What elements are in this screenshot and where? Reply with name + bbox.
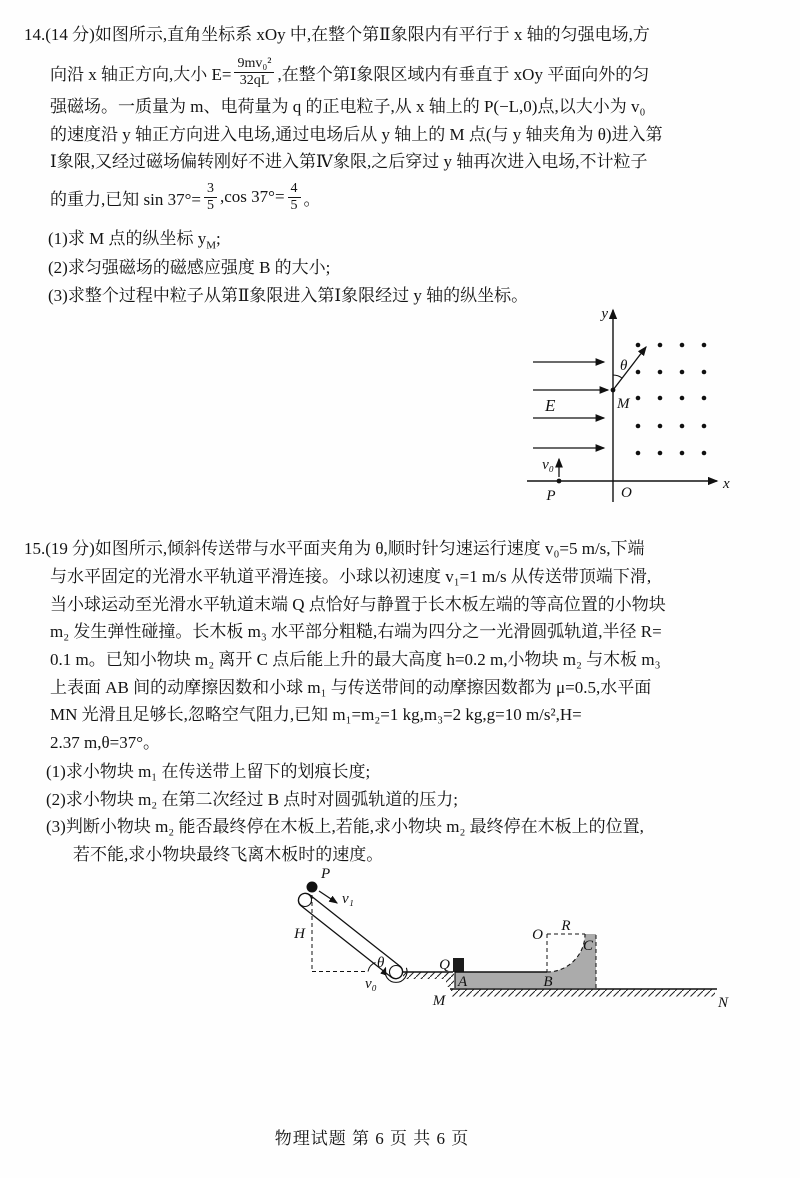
radius-R-label: R [561, 918, 571, 934]
p15-question-3: (3)判断小物块 m₂ 能否最终停在木板上,若能,求小物块 m₂ 最终停在木板上的位置, [46, 817, 644, 836]
point-N-label: N [718, 995, 729, 1011]
point-Q-label: Q [439, 957, 450, 973]
p14-question-3: (3)求整个过程中粒子从第Ⅱ象限进入第Ⅰ象限经过 y 轴的纵坐标。 [48, 286, 529, 305]
p15-line-7: MN 光滑且足够长,忽略空气阻力,已知 m₁=m₂=1 kg,m₃=2 kg,g=10 m/s²,H= [50, 705, 582, 724]
p14-question-2: (2)求匀强磁场的磁感应强度 B 的大小; [48, 258, 331, 277]
ball-P-label: P [321, 866, 331, 882]
figure-14-diagram [520, 300, 750, 512]
theta-label: θ [620, 358, 628, 374]
e-field-label: E [545, 396, 556, 415]
origin-label: O [621, 485, 632, 501]
p15-question-1: (1)求小物块 m₁ 在传送带上留下的划痕长度; [46, 762, 371, 781]
p15-line-8: 2.37 m,θ=37°。 [50, 733, 161, 752]
b-field-dots [636, 343, 707, 456]
p14-line-2 [50, 52, 649, 92]
p15-line-5: 0.1 m。已知小物块 m₂ 离开 C 点后能上升的最大高度 h=0.2 m,小物块 m₂ 与木板 m₃ [50, 650, 661, 669]
velocity-at-M-arrow [613, 347, 646, 390]
p15-line-1: 15.(19 分)如图所示,倾斜传送带与水平面夹角为 θ,顺时针匀速运行速度 v₀=5 m/s,下端 [24, 539, 645, 558]
y-axis-label: y [601, 306, 608, 322]
p15-line-4: m₂ 发生弹性碰撞。长木板 m₃ 水平部分粗糙,右端为四分之一光滑圆弧轨道,半径 R= [50, 622, 662, 641]
ball-m1 [307, 882, 318, 893]
p14-question-1: (1)求 M 点的纵坐标 $y_M$; [48, 229, 221, 252]
p15-line-2: 与水平固定的光滑水平轨道平滑连接。小球以初速度 v₁=1 m/s 从传送带顶端下滑, [50, 567, 652, 586]
block-m2 [453, 958, 464, 972]
height-H-label: H [294, 926, 305, 942]
p14-line-3: 强磁场。一质量为 m、电荷量为 q 的正电粒子,从 x 轴上的 P(−L,0)点,以大小为 v₀ [50, 97, 646, 116]
point-M-label: M [432, 993, 446, 1009]
point-P-dot [557, 479, 562, 484]
point-C-label: C [583, 938, 594, 954]
p14-line-1: 14.(14 分)如图所示,直角坐标系 xOy 中,在整个第Ⅱ象限内有平行于 x 轴的匀强电场,方 [24, 25, 650, 44]
x-axis-label: x [723, 476, 730, 492]
arc-center-O-label: O [532, 927, 543, 943]
page-footer: 物理试题 第 6 页 共 6 页 [274, 1129, 470, 1148]
ground-hatching [451, 990, 715, 997]
p14-line-4: 的速度沿 y 轴正方向进入电场,通过电场后从 y 轴上的 M 点(与 y 轴夹角为 θ)进入第 [50, 125, 663, 144]
board-m3 [455, 934, 596, 988]
point-B-label: B [543, 974, 553, 990]
p14-line-6-mid: ,cos 37°= [219, 187, 285, 206]
theta-angle-arc [613, 375, 622, 378]
point-M-label: M [617, 396, 630, 412]
v1-label: v₁ [342, 891, 354, 907]
v0-label: v₀ [365, 976, 377, 992]
p14-line-5: Ⅰ象限,又经过磁场偏转刚好不进入第Ⅳ象限,之后穿过 y 轴再次进入电场,不计粒子 [50, 152, 648, 171]
track-step-hatching [446, 973, 454, 987]
v0-label: v₀ [542, 457, 554, 473]
p14-line-2-post: ,在整个第Ⅰ象限区域内有垂直于 xOy 平面向外的匀 [277, 64, 650, 84]
p14-line-6-post: 。 [303, 189, 321, 209]
p15-line-6: 上表面 AB 间的动摩擦因数和小球 m₁ 与传送带间的动摩擦因数都为 μ=0.5,水平面 [50, 678, 652, 697]
p15-question-2: (2)求小物块 m₂ 在第二次经过 B 点时对圆弧轨道的压力; [46, 790, 459, 809]
p14-fraction-sin: $\frac{3}{5}$ [204, 181, 217, 214]
p14-fraction-E: $\frac{\text{9mv₀²}}{32qL}$ [234, 56, 274, 89]
p15-line-3: 当小球运动至光滑水平轨道末端 Q 点恰好与静置于长木板左端的等高位置的小物块 [50, 595, 666, 614]
v1-arrow [319, 891, 337, 903]
figure-15-diagram [255, 865, 745, 1020]
track-hatching [403, 973, 453, 980]
p14-line-6 [50, 177, 321, 217]
p14-fraction-cos: $\frac{4}{5}$ [288, 181, 301, 214]
point-A-label: A [458, 974, 468, 990]
p14-line-6-pre: 的重力,已知 sin 37°= [50, 189, 201, 209]
theta-label: θ [377, 955, 385, 971]
p15-question-3-cont: 若不能,求小物块最终飞离木板时的速度。 [73, 845, 384, 864]
point-P-label: P [546, 488, 556, 504]
p14-q1-subscript: M [206, 239, 216, 252]
p14-line-2-pre: 向沿 x 轴正方向,大小 E= [50, 64, 232, 84]
